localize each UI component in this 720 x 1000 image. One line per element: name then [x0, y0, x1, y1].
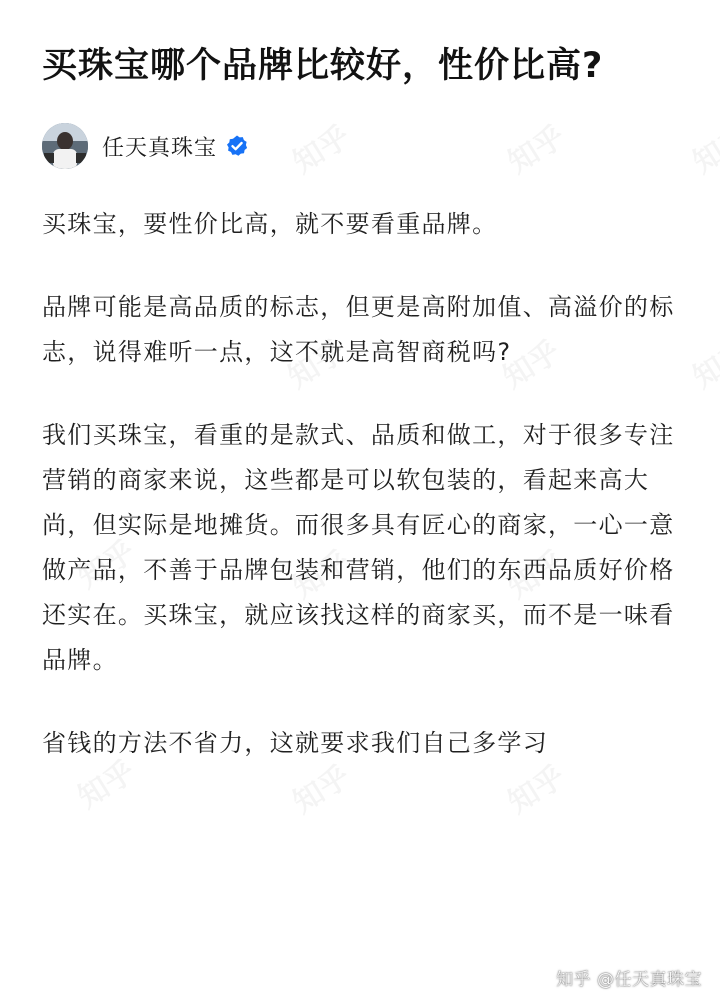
answer-paragraph: 品牌可能是高品质的标志，但更是高附加值、高溢价的标志，说得难听一点，这不就是高智商税吗? — [42, 293, 675, 366]
footer-watermark: 知乎 @任天真珠宝 — [556, 970, 702, 990]
answer-paragraph: 省钱的方法不省力，这就要求我们自己多学习 — [42, 729, 548, 757]
avatar[interactable] — [42, 123, 88, 169]
answer-paragraph: 买珠宝，要性价比高，就不要看重品牌。 — [42, 210, 498, 238]
author-row[interactable] — [42, 122, 678, 170]
answer-body — [42, 202, 678, 766]
answer-page — [0, 40, 720, 766]
question-title[interactable]: 买珠宝哪个品牌比较好，性价比高? — [42, 46, 604, 86]
author-name[interactable]: 任天真珠宝 — [102, 135, 218, 161]
verified-badge-icon — [225, 134, 249, 158]
avatar-image-icon — [42, 123, 88, 169]
answer-paragraph: 我们买珠宝，看重的是款式、品质和做工，对于很多专注营销的商家来说，这些都是可以软包装的，看起来高大尚，但实际是地摊货。而很多具有匠心的商家，一心一意做产品，不善于品牌包装和营销，他们的东西品质好价格还实在。买珠宝，就应该找这样的商家买，而不是一味看品牌。 — [42, 421, 675, 674]
